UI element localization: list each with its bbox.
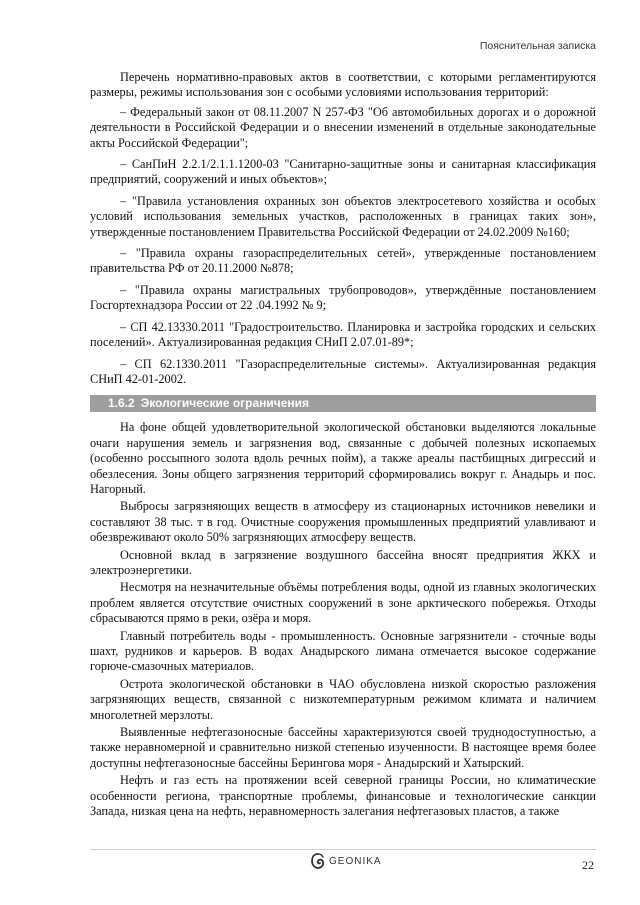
list-item: – СП 62.1330.2011 "Газораспределительные системы». Актуализированная редакция СНиП 42-01-2002. [90,357,596,388]
paragraph: Основной вклад в загрязнение воздушного бассейна вносят предприятия ЖКХ и электроэнергетики. [90,547,596,577]
list-item: – СП 42.13330.2011 "Градостроительство. Планировка и застройка городских и сельских поселений». Актуализированная редакция СНиП 2.07.01-89*; [90,320,596,351]
list-item: – Федеральный закон от 08.11.2007 N 257-ФЗ "Об автомобильных дорогах и о дорожной деятельности в Российской Федерации и о внесении изменений в отдельные законодательные акты Российской Федерации"; [90,105,596,151]
list-item: – СанПиН 2.2.1/2.1.1.1200-03 "Санитарно-защитные зоны и санитарная классификация предприятий, сооружений и иных объектов»; [90,157,596,188]
section-body [90,420,596,819]
paragraph: Выбросы загрязняющих веществ в атмосферу из стационарных источников невелики и составляют 38 тыс. т в год. Очистные сооружения промышленных предприятий улавливают и обезвреживают около 50% загрязняющих атмосферу веществ. [90,499,596,545]
intro-paragraph: Перечень нормативно-правовых актов в соответствии, с которыми регламентируются размеры, режимы использования зон с особыми условиями использования территорий: [90,70,596,100]
logo-text: GEONIKA [329,855,382,867]
document-body [90,70,596,821]
paragraph: На фоне общей удовлетворительной экологической обстановки выделяются локальные очаги нарушения земель и загрязнения вод, связанные с добычей полезных ископаемых (особенно россыпного золота вдоль речных пойм), а также ареалы пастбищных дигрессий и обезлесения. Зоны общего загрязнения территорий сформировались вокруг г. Анадырь и пос. Нагорный. [90,420,596,496]
section-title: Экологические ограничения [140,396,310,411]
running-header: Пояснительная записка [479,40,596,52]
list-item: – "Правила установления охранных зон объектов электросетевого хозяйства и особых условий использования земельных участков, расположенных в границах таких зон», утвержденные постановлением Правительства Российской Федерации от 24.02.2009 №160; [90,194,596,240]
paragraph: Нефть и газ есть на протяжении всей северной границы России, но климатические особенности региона, транспортные проблемы, финансовые и технологические санкции Запада, низкая цена на нефть, неравномерность залегания нефтегазовых пластов, а также [90,773,596,819]
acts-list [90,105,596,388]
list-item: – "Правила охраны магистральных трубопроводов», утверждённые постановлением Госгортехнадзора России от 22 .04.1992 № 9; [90,283,596,314]
paragraph: Острота экологической обстановки в ЧАО обусловлена низкой скоростью разложения загрязняющих веществ, связанной с низкотемпературным режимом климата и наличием многолетней мерзлоты. [90,676,596,722]
page-number: 22 [582,858,594,872]
geonika-logo [310,852,382,870]
section-number: 1.6.2 [108,396,135,411]
paragraph: Несмотря на незначительные объёмы потребления воды, одной из главных экологических проблем является отсутствие очистных сооружений в зоне арктического побережья. Отходы сбрасываются прямо в реки, озёра и моря. [90,580,596,626]
footer-divider [90,849,596,850]
geonika-swirl-icon [310,852,326,870]
paragraph: Главный потребитель воды - промышленность. Основные загрязнители - сточные воды шахт, рудников и карьеров. В водах Анадырского лимана отмечается высокое содержание горюче-смазочных материалов. [90,628,596,674]
list-item: – "Правила охраны газораспределительных сетей», утвержденные постановлением правительства РФ от 20.11.2000 №878; [90,246,596,277]
section-heading [90,395,596,412]
paragraph: Выявленные нефтегазоносные бассейны характеризуются своей труднодоступностью, а также неравномерной и сравнительно низкой степенью изученности. В настоящее время более доступны нефтегазоносные бассейны Берингова моря - Анадырский и Хатырский. [90,725,596,770]
